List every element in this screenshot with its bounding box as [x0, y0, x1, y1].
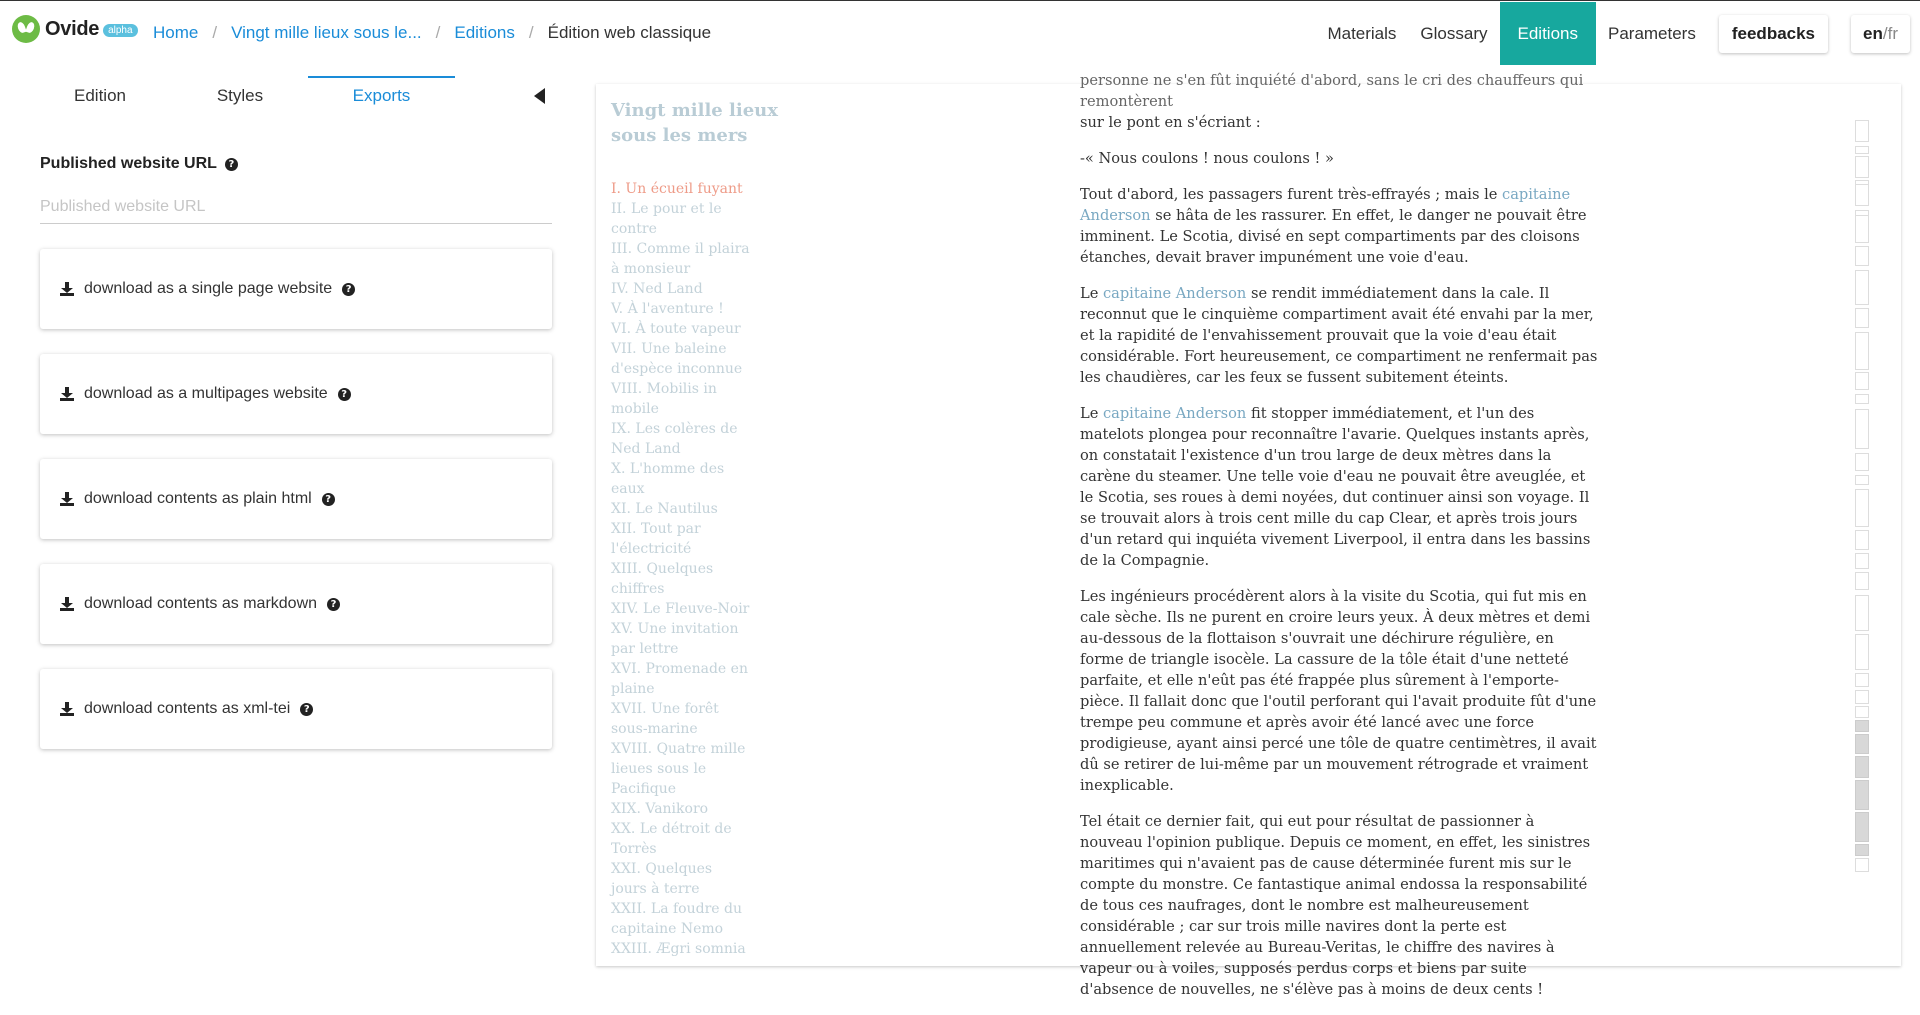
toc-item[interactable]: XIII. Quelques chiffres [611, 561, 714, 597]
toc-item[interactable]: VII. Une baleine d'espèce inconnue [611, 341, 743, 377]
leaf-logo-icon [12, 15, 40, 43]
breadcrumb-book[interactable]: Vingt mille lieux sous le... [231, 23, 422, 42]
minimap-visible-segment[interactable] [1855, 780, 1869, 810]
app-name: Ovide [45, 17, 100, 40]
toc-item[interactable]: VI. À toute vapeur [611, 321, 741, 337]
alpha-badge: alpha [103, 24, 137, 37]
breadcrumb-separator: / [528, 23, 534, 42]
text-run: se hâta de les rassurer. En effet, le danger ne pouvait être imminent. Le Scotia, divisé en sept compartiments par des cloisons étanches, devait braver impunément une voie d'eau. [1080, 207, 1587, 266]
minimap-segment[interactable] [1855, 690, 1869, 704]
toc-item[interactable]: XIV. Le Fleuve-Noir [611, 601, 750, 617]
minimap-segment[interactable] [1855, 146, 1869, 154]
minimap-segment[interactable] [1855, 308, 1869, 328]
breadcrumb-separator: / [212, 23, 218, 42]
nav-materials[interactable]: Materials [1327, 23, 1397, 43]
edition-preview [596, 72, 1901, 998]
question-circle-icon[interactable]: ? [327, 598, 340, 611]
download-icon [60, 282, 74, 296]
published-url-label [40, 155, 238, 173]
text-run: Le [1080, 405, 1103, 422]
download-xml-tei-button[interactable] [40, 669, 552, 749]
minimap-visible-segment[interactable] [1855, 734, 1869, 754]
quote-paragraph: -« Nous coulons ! nous coulons ! » [1080, 150, 1334, 167]
tab-exports[interactable]: Exports [308, 76, 455, 116]
question-circle-icon[interactable]: ? [338, 388, 351, 401]
toc-item[interactable]: XXI. Quelques jours à terre [611, 861, 713, 897]
paragraph [1080, 283, 1600, 388]
minimap-segment[interactable] [1855, 120, 1869, 142]
published-url-label-text: Published website URL [40, 155, 217, 172]
edition-tabs [30, 76, 560, 116]
question-circle-icon[interactable]: ? [342, 283, 355, 296]
feedbacks-button[interactable]: feedbacks [1719, 15, 1828, 53]
toc-item[interactable]: XV. Une invitation par lettre [611, 621, 739, 657]
minimap-segment[interactable] [1855, 553, 1869, 569]
download-label: download as a multipages website [84, 385, 328, 402]
partial-line: personne ne s'en fût inquiété d'abord, sans le cri des chauffeurs qui remontèrent [1080, 72, 1584, 110]
toc-item[interactable]: X. L'homme des eaux [611, 461, 725, 497]
minimap-visible-segment[interactable] [1855, 720, 1869, 732]
toc-item[interactable]: XVII. Une forêt sous-marine [611, 701, 719, 737]
question-circle-icon[interactable]: ? [322, 493, 335, 506]
minimap-segment[interactable] [1855, 706, 1869, 718]
tab-edition[interactable]: Edition [74, 86, 126, 105]
breadcrumb [153, 23, 711, 43]
minimap-visible-segment[interactable] [1855, 756, 1869, 778]
minimap-segment[interactable] [1855, 156, 1869, 178]
minimap-visible-segment[interactable] [1855, 844, 1869, 856]
toc-item[interactable]: III. Comme il plaira à monsieur [611, 241, 750, 277]
toc-item[interactable]: XII. Tout par l'électricité [611, 521, 701, 557]
toc-item[interactable]: XVIII. Quatre mille lieues sous le Pacifique [611, 741, 746, 797]
download-label: download contents as markdown [84, 595, 318, 612]
glossary-link[interactable]: capitaine Anderson [1102, 285, 1247, 302]
top-navbar [0, 0, 1920, 64]
minimap-segment[interactable] [1855, 246, 1869, 266]
download-label: download as a single page website [84, 280, 333, 297]
paragraph [1080, 403, 1600, 571]
question-circle-icon[interactable]: ? [300, 703, 313, 716]
download-label: download contents as xml-tei [84, 700, 291, 717]
download-label: download contents as plain html [84, 490, 312, 507]
minimap-segment[interactable] [1855, 372, 1869, 390]
download-plain-html-button[interactable] [40, 459, 552, 539]
toc-item[interactable]: I. Un écueil fuyant [611, 181, 743, 197]
minimap-segment[interactable] [1855, 673, 1869, 687]
paragraph-end: sur le pont en s'écriant : [1080, 114, 1261, 131]
text-run: Tout d'abord, les passagers furent très-effrayés ; mais le [1080, 186, 1503, 203]
app-logo[interactable] [12, 15, 138, 43]
minimap-segment[interactable] [1855, 595, 1869, 631]
nav-editions[interactable]: Editions [1500, 2, 1596, 65]
minimap-segment[interactable] [1855, 858, 1869, 872]
download-icon [60, 492, 74, 506]
lang-fr[interactable]: fr [1887, 23, 1898, 43]
paragraph [1080, 70, 1600, 133]
minimap-segment[interactable] [1855, 475, 1869, 485]
minimap-segment[interactable] [1855, 215, 1869, 243]
glossary-link[interactable]: capitaine Anderson [1080, 186, 1571, 224]
breadcrumb-home[interactable]: Home [153, 23, 199, 42]
download-icon [60, 702, 74, 716]
paragraph: Les ingénieurs procédèrent alors à la visite du Scotia, qui fut mis en cale sèche. Ils ne purent en croire leurs yeux. À deux mètres et demi au-dessous de la flottaison s'ouvrait une déchirure régulière, en forme de triangle isocèle. La cassure de la tôle était d'une netteté parfaite, et elle n'eût pas été frappée plus sûrement à l'emporte-pièce. Il fallait donc que l'outil perforant qui l'avait produite fût d'une trempe peu commune et après avoir été lancé avec une force prodigieuse, ayant ainsi percé une tôle de quatre centimètres, il avait dû se retirer de lui-même par un mouvement rétrograde et vraiment inexplicable. [1080, 588, 1597, 794]
download-single-page-button[interactable] [40, 249, 552, 329]
glossary-link[interactable]: capitaine Anderson [1102, 405, 1247, 422]
chapter-text [1080, 70, 1600, 1015]
minimap-visible-segment[interactable] [1855, 812, 1869, 842]
download-icon [60, 597, 74, 611]
toc-item[interactable]: IX. Les colères de Ned Land [611, 421, 738, 457]
minimap-segment[interactable] [1855, 453, 1869, 471]
minimap-segment[interactable] [1855, 270, 1869, 305]
minimap-segment[interactable] [1855, 394, 1869, 404]
breadcrumb-current: Édition web classique [547, 23, 712, 42]
language-switch[interactable] [1851, 15, 1910, 53]
section-scroll-minimap[interactable] [1855, 120, 1869, 930]
download-multipages-button[interactable] [40, 354, 552, 434]
download-icon [60, 387, 74, 401]
published-url-input[interactable] [40, 190, 552, 224]
table-of-contents [611, 179, 751, 959]
paragraph: Tel était ce dernier fait, qui eut pour résultat de passionner à nouveau l'opinion publique. Depuis ce moment, en effet, les sinistres maritimes qui n'avaient pas de cause déterminée furent mis sur le compte du monstre. Ce fantastique animal endossa la responsabilité de tous ces naufrages, dont le nombre est malheureusement considérable ; car sur trois mille navires dont la perte est annuellement relevée au Bureau-Veritas, le chiffre des navires à vapeur ou à voiles, supposés perdus corps et biens par suite d'absence de nouvelles, ne s'élève pas à moins de deux cents ! [1080, 813, 1591, 998]
minimap-segment[interactable] [1855, 489, 1869, 527]
text-run: se rendit immédiatement dans la cale. Il reconnut que le cinquième compartiment avait été envahi par la mer, et la rapidité de l'envahissement prouvait que la voie d'eau était considérable. Fort heureusement, ce compartiment ne renfermait pas les chaudières, car les feux se fussent subitement éteints. [1080, 285, 1598, 386]
main-nav [1315, 2, 1920, 65]
text-run: Le [1080, 285, 1103, 302]
minimap-segment[interactable] [1855, 530, 1869, 550]
minimap-segment[interactable] [1855, 409, 1869, 449]
nav-glossary[interactable]: Glossary [1420, 23, 1488, 43]
text-run: fit stopper immédiatement, et l'un des matelots plongea pour reconnaître l'avarie. Quelques instants après, on constatait l'existence d'un trou large de deux mètres dans la carène du steamer. Une telle voie d'eau ne pouvait être aveuglée, et le Scotia, ses roues à demi noyées, dut continuer ainsi son voyage. Il se trouvait alors à trois cent mille du cap Clear, et après trois jours d'un retard qui inquiéta vivement Liverpool, il entra dans les bassins de la Compagnie. [1080, 405, 1591, 569]
toc-item[interactable]: II. Le pour et le contre [611, 201, 722, 237]
toc-item[interactable]: XXII. La foudre du capitaine Nemo [611, 901, 742, 937]
minimap-segment[interactable] [1855, 332, 1869, 370]
question-circle-icon[interactable]: ? [225, 158, 238, 171]
minimap-segment[interactable] [1855, 572, 1869, 590]
minimap-segment[interactable] [1855, 634, 1869, 670]
tab-styles[interactable]: Styles [216, 86, 264, 105]
toc-item[interactable]: XVI. Promenade en plaine [611, 661, 748, 697]
download-markdown-button[interactable] [40, 564, 552, 644]
lang-en[interactable]: en [1863, 23, 1883, 43]
breadcrumb-separator: / [435, 23, 441, 42]
caret-left-icon[interactable] [534, 88, 545, 104]
toc-item[interactable]: XXIII. Ægri somnia [611, 941, 746, 957]
lang-separator: / [1882, 23, 1888, 43]
breadcrumb-editions[interactable]: Editions [454, 23, 515, 42]
toc-item[interactable]: VIII. Mobilis in mobile [611, 381, 717, 417]
nav-parameters[interactable]: Parameters [1607, 23, 1696, 43]
paragraph [1080, 184, 1600, 268]
toc-item[interactable]: XI. Le Nautilus [611, 501, 718, 517]
book-title[interactable]: Vingt mille lieux sous les mers [611, 100, 778, 146]
minimap-segment[interactable] [1855, 184, 1869, 206]
toc-item[interactable]: IV. Ned Land [611, 281, 703, 297]
toc-item[interactable]: V. À l'aventure ! [611, 301, 724, 317]
toc-item[interactable]: XX. Le détroit de Torrès [611, 821, 732, 857]
toc-item[interactable]: XIX. Vanikoro [611, 801, 709, 817]
